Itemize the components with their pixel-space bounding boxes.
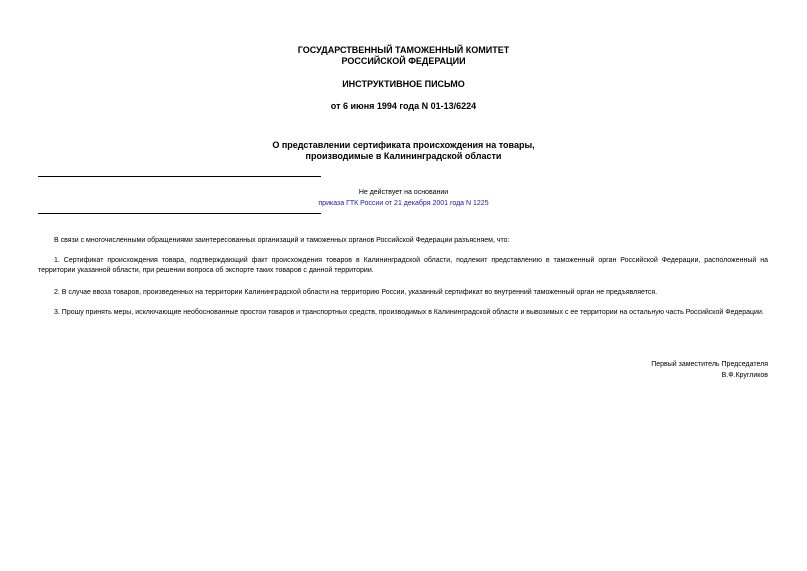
divider-bottom [38, 213, 321, 214]
item-1-paragraph: 1. Сертификат происхождения товара, подтверждающий факт происхождения товаров в Калининградской области, подлежит представлению в таможенный орган Российской Федерации, расположенный на территории указанной области, при решении вопроса об экспорте таких товаров с данной территории. [38, 257, 768, 274]
item-2-paragraph: 2. В случае ввоза товаров, произведенных на территории Калининградской области на территорию России, указанный сертификат во внутренний таможенный орган не предъявляется. [54, 289, 658, 296]
document-date-number: от 6 июня 1994 года N 01-13/6224 [330, 101, 477, 111]
signatory-name: В.Ф.Кругликов [721, 372, 768, 379]
issuer-line-1: ГОСУДАРСТВЕННЫЙ ТАМОЖЕННЫЙ КОМИТЕТ [297, 45, 510, 55]
issuer-line-2: РОССИЙСКОЙ ФЕДЕРАЦИИ [341, 56, 466, 66]
document-status [0, 187, 807, 209]
item-3-paragraph: 3. Прошу принять меры, исключающие необоснованные простои товаров и транспортных средств, производимых в Калининградской области и вывозимых с ее территории на остальную часть Российской Федерации. [54, 309, 764, 316]
status-text: Не действует на основании [358, 189, 449, 196]
subject-line-1: О представлении сертификата происхождения на товары, [272, 140, 535, 150]
document-header [0, 45, 807, 67]
signature-block [651, 359, 768, 381]
subject-line-2: производимые в Калининградской области [305, 151, 502, 161]
document-subject [0, 140, 807, 162]
intro-paragraph: В связи с многочисленными обращениями заинтересованных организаций и таможенных органов Российской Федерации разъясняем, что: [54, 237, 510, 244]
divider-top [38, 176, 321, 177]
signatory-position: Первый заместитель Председателя [651, 361, 768, 368]
document-type: ИНСТРУКТИВНОЕ ПИСЬМО [342, 79, 465, 89]
repeal-order-link[interactable]: приказа ГТК России от 21 декабря 2001 года N 1225 [318, 200, 489, 207]
